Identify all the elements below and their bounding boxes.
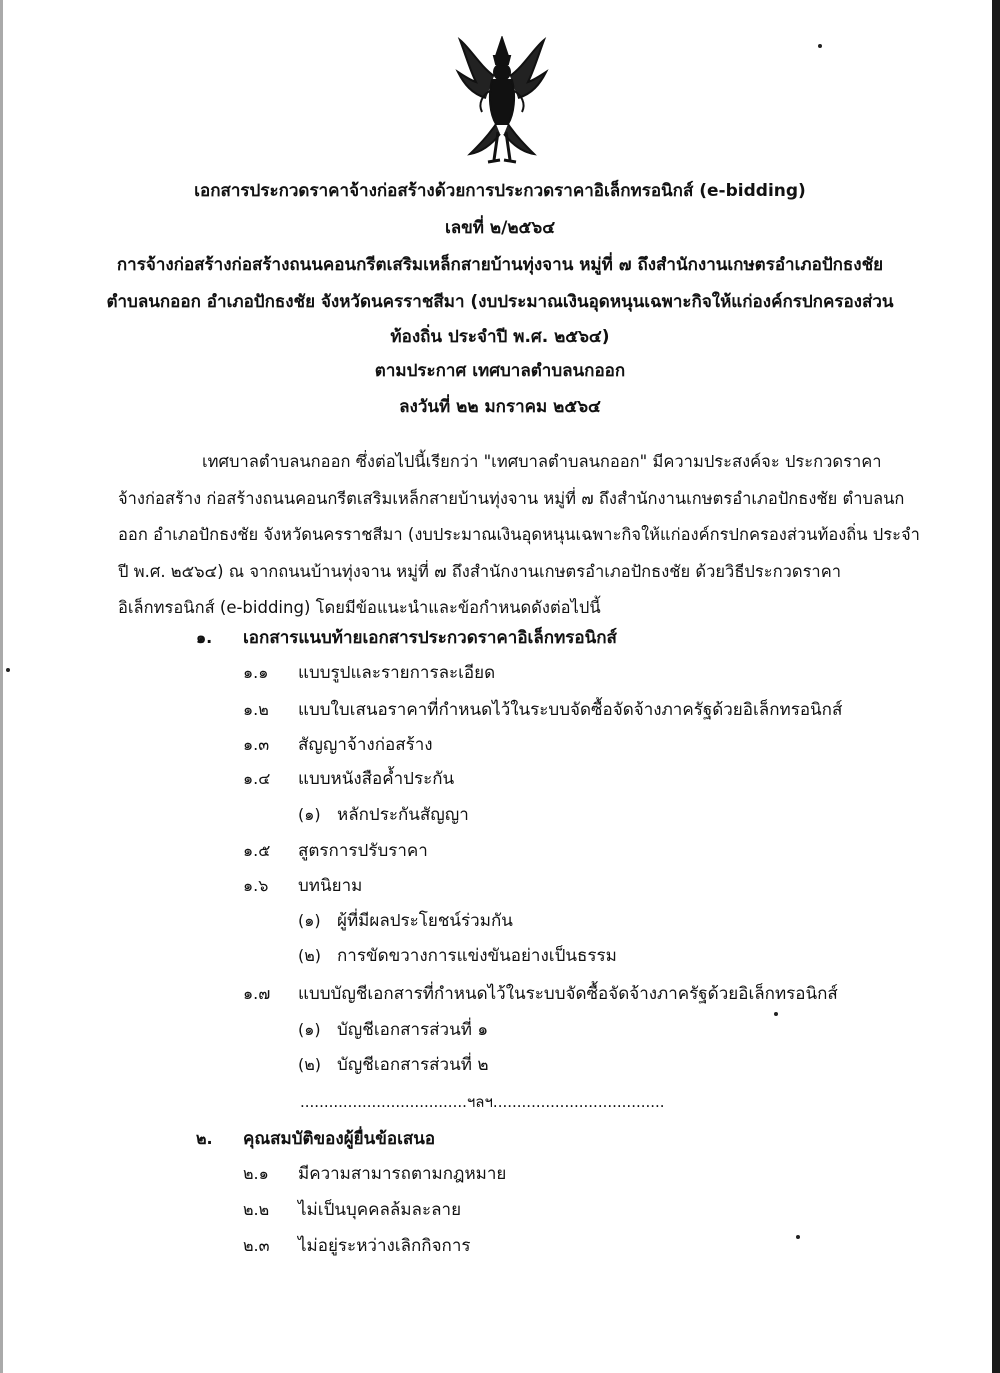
subitem-number: (๑)	[298, 805, 321, 824]
subitem-number: (๒)	[298, 946, 322, 965]
section-2-title: คุณสมบัติของผู้ยื่นข้อเสนอ	[243, 1129, 436, 1149]
garuda-emblem-icon	[452, 36, 552, 168]
subitem-text: บัญชีเอกสารส่วนที่ ๑	[337, 1020, 489, 1040]
section-2-number: ๒.	[196, 1129, 213, 1148]
item-number: ๒.๒	[243, 1200, 270, 1219]
date-line: ลงวันที่ ๒๒ มกราคม ๒๕๖๔	[399, 397, 601, 417]
ellipsis-etc: ...................................ฯลฯ....................................	[300, 1093, 665, 1111]
item-text: แบบใบเสนอราคาที่กำหนดไว้ในระบบจัดซื้อจัดจ้างภาครัฐด้วยอิเล็กทรอนิกส์	[298, 700, 843, 720]
item-number: ๒.๑	[243, 1164, 269, 1183]
project-line-1: การจ้างก่อสร้างก่อสร้างถนนคอนกรีตเสริมเหล็กสายบ้านทุ่งจาน หมู่ที่ ๗ ถึงสำนักงานเกษตรอำเภอปักธงชัย	[116, 255, 884, 275]
section-1-number: ๑.	[196, 628, 213, 647]
subitem-text: บัญชีเอกสารส่วนที่ ๒	[337, 1055, 489, 1075]
item-text: บทนิยาม	[298, 876, 363, 896]
scan-speck	[796, 1235, 800, 1239]
intro-line: ปี พ.ศ. ๒๕๖๔) ณ จากถนนบ้านทุ่งจาน หมู่ที่ ๗ ถึงสำนักงานเกษตรอำเภอปักธงชัย ด้วยวิธีประกวดราคา	[118, 561, 841, 581]
item-number: ๑.๓	[243, 735, 270, 754]
item-number: ๒.๓	[243, 1236, 270, 1255]
item-text: สูตรการปรับราคา	[298, 841, 428, 861]
scan-speck	[774, 1012, 778, 1016]
item-number: ๑.๒	[243, 700, 269, 719]
document-number: เลขที่ ๒/๒๕๖๔	[444, 218, 556, 238]
item-text: แบบหนังสือค้ำประกัน	[298, 769, 455, 789]
item-text: ไม่อยู่ระหว่างเลิกกิจการ	[298, 1236, 471, 1256]
scan-speck	[818, 44, 822, 48]
intro-line: ออก อำเภอปักธงชัย จังหวัดนครราชสีมา (งบประมาณเงินอุดหนุนเฉพาะกิจให้แก่องค์กรปกครองส่วนท้องถิ่น ประจำ	[118, 525, 920, 544]
intro-line: จ้างก่อสร้าง ก่อสร้างถนนคอนกรีตเสริมเหล็กสายบ้านทุ่งจาน หมู่ที่ ๗ ถึงสำนักงานเกษตรอำเภอปักธงชัย ตำบลนก	[118, 488, 905, 508]
item-number: ๑.๑	[243, 663, 269, 682]
item-text: แบบรูปและรายการละเอียด	[298, 663, 496, 683]
item-number: ๑.๗	[243, 984, 271, 1003]
project-line-3: ท้องถิ่น ประจำปี พ.ศ. ๒๕๖๔)	[390, 327, 610, 347]
item-text: ไม่เป็นบุคคลล้มละลาย	[298, 1200, 462, 1220]
item-number: ๑.๖	[243, 876, 269, 895]
section-1-title: เอกสารแนบท้ายเอกสารประกวดราคาอิเล็กทรอนิกส์	[243, 628, 617, 648]
item-number: ๑.๕	[243, 841, 271, 860]
scan-speck	[6, 668, 10, 672]
subitem-text: ผู้ที่มีผลประโยชน์ร่วมกัน	[337, 911, 513, 931]
scan-edge-right	[992, 0, 1000, 1373]
subitem-number: (๑)	[298, 1020, 321, 1039]
subitem-number: (๒)	[298, 1055, 322, 1074]
item-text: แบบบัญชีเอกสารที่กำหนดไว้ในระบบจัดซื้อจัดจ้างภาครัฐด้วยอิเล็กทรอนิกส์	[298, 984, 838, 1004]
intro-paragraph	[118, 444, 920, 627]
project-line-2: ตำบลนกออก อำเภอปักธงชัย จังหวัดนครราชสีมา (งบประมาณเงินอุดหนุนเฉพาะกิจให้แก่องค์กรปกครองส่วน	[106, 292, 894, 312]
item-text: สัญญาจ้างก่อสร้าง	[298, 735, 433, 755]
subitem-text: หลักประกันสัญญา	[337, 805, 469, 825]
subitem-text: การขัดขวางการแข่งขันอย่างเป็นธรรม	[337, 946, 617, 966]
intro-line: เทศบาลตำบลนกออก ซึ่งต่อไปนี้เรียกว่า "เทศบาลตำบลนกออก" มีความประสงค์จะ ประกวดราคา	[202, 452, 882, 471]
announcement-line: ตามประกาศ เทศบาลตำบลนกออก	[374, 361, 626, 381]
document-title: เอกสารประกวดราคาจ้างก่อสร้างด้วยการประกวดราคาอิเล็กทรอนิกส์ (e-bidding)	[194, 181, 806, 201]
item-number: ๑.๔	[243, 769, 271, 788]
item-text: มีความสามารถตามกฎหมาย	[298, 1164, 507, 1184]
subitem-number: (๑)	[298, 911, 321, 930]
intro-line: อิเล็กทรอนิกส์ (e-bidding) โดยมีข้อแนะนำและข้อกำหนดดังต่อไปนี้	[118, 598, 601, 617]
scan-edge-left	[0, 0, 3, 1373]
